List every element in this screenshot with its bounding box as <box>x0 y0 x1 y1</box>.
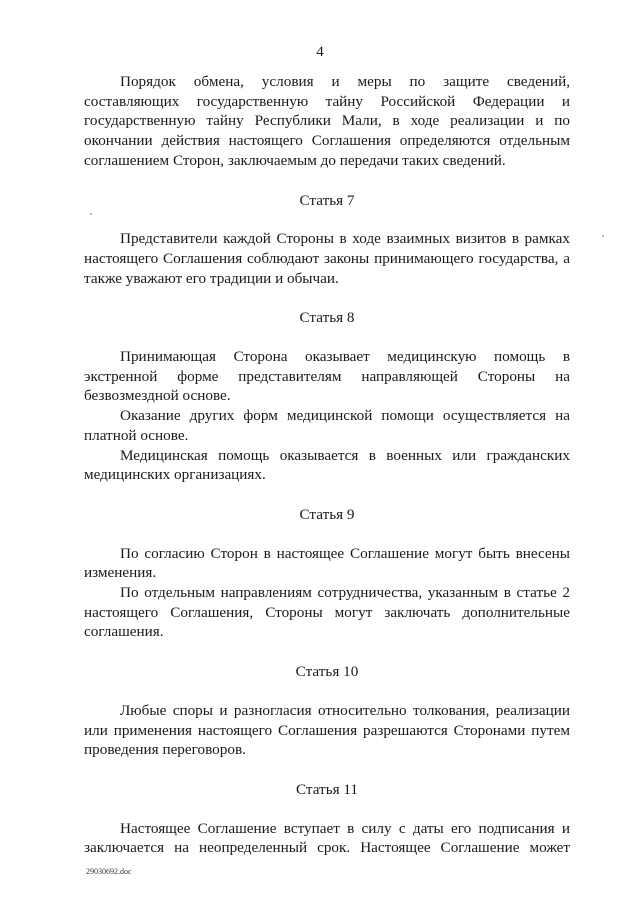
article-heading: Статья 8 <box>299 309 355 327</box>
document-body <box>84 72 570 858</box>
article-heading: Статья 7 <box>299 191 355 209</box>
article-heading: Статья 11 <box>295 780 359 798</box>
paragraph: Медицинская помощь оказывается в военных или гражданских медицинских организациях. <box>84 446 570 484</box>
paragraph: Любые споры и разногласия относительно толкования, реализации или применения настоящего Соглашения разрешаются Сторонами путем проведения переговоров. <box>84 701 570 759</box>
paragraph: По согласию Сторон в настоящее Соглашение могут быть внесены изменения. <box>84 544 570 582</box>
paragraph: По отдельным направлениям сотрудничества, указанным в статье 2 настоящего Соглашения, Стороны могут заключать дополнительные соглашения. <box>84 584 570 641</box>
paragraph: Порядок обмена, условия и меры по защите сведений, составляющих государственную тайну Российской Федерации и государственную тайну Республики Мали, в ходе реализации и по окончании действия настоящего Соглашения определяются отдельным соглашением Сторон, заключаемым до передачи таких сведений. <box>84 73 570 169</box>
scan-speck <box>90 213 92 215</box>
scan-speck <box>602 235 604 237</box>
section-article-9 <box>84 505 570 642</box>
section-article-8 <box>84 308 570 485</box>
section-article-7 <box>84 191 570 289</box>
paragraph: Принимающая Сторона оказывает медицинскую помощь в экстренной форме представителям направляющей Стороны на безвозмездной основе. <box>84 348 570 405</box>
footer-file-code: 29030692.doc <box>86 867 132 876</box>
paragraph: Настоящее Соглашение вступает в силу с даты его подписания и заключается на неопределенный срок. Настоящее Соглашение может <box>84 819 570 857</box>
section-intro <box>84 72 570 171</box>
page-number: 4 <box>316 44 324 60</box>
paragraph: Оказание других форм медицинской помощи осуществляется на платной основе. <box>84 407 570 444</box>
section-article-10 <box>84 662 570 760</box>
article-heading: Статья 10 <box>295 663 359 681</box>
paragraph: Представители каждой Стороны в ходе взаимных визитов в рамках настоящего Соглашения соблюдают законы принимающего государства, а также уважают его традиции и обычаи. <box>84 230 570 287</box>
section-article-11 <box>84 780 570 858</box>
article-heading: Статья 9 <box>299 505 355 523</box>
